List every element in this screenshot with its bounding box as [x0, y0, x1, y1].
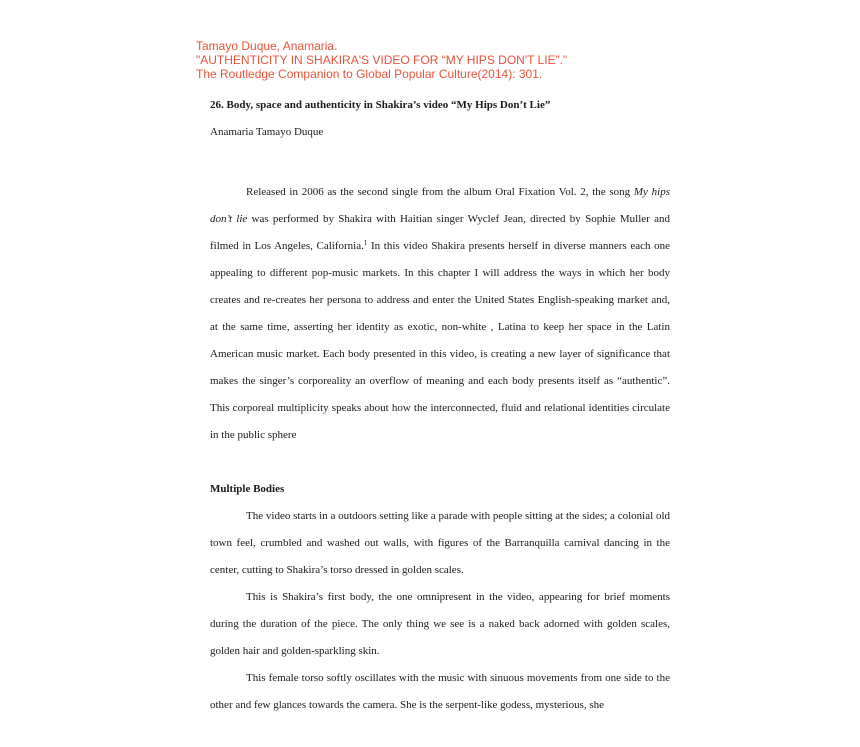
body-paragraph: This female torso softly oscillates with the music with sinuous movements from one side to the other and few glances towards the camera. She is the serpent-like godess, mysterious, she	[210, 672, 670, 711]
citation-author: Tamayo Duque, Anamaria.	[196, 39, 338, 53]
chapter-text	[210, 179, 670, 719]
document-body	[210, 98, 670, 719]
citation-source: The Routledge Companion to Global Popular Culture(2014): 301.	[196, 67, 543, 81]
citation-block	[196, 39, 567, 81]
footnote-marker[interactable]: 1	[363, 239, 368, 247]
body-paragraph: This is Shakira’s first body, the one omnipresent in the video, appearing for brief moments during the duration of the piece. The only thing we see is a naked back adorned with golden scales, golden hair and golden-sparkling skin.	[210, 591, 670, 657]
section-heading: Multiple Bodies	[210, 483, 285, 495]
intro-text-1: Released in 2006 as the second single from the album Oral Fixation Vol. 2, the song	[246, 186, 634, 198]
intro-paragraph	[210, 179, 670, 449]
body-paragraph: The video starts in a outdoors setting like a parade with people sitting at the sides; a colonial old town feel, crumbled and washed out walls, with figures of the Barranquilla carnival dancing in the center, cutting to Shakira’s torso dressed in golden scales.	[210, 510, 670, 576]
song-title: My hips don’t lie	[210, 186, 670, 225]
citation-title: "AUTHENTICITY IN SHAKIRA'S VIDEO FOR “MY HIPS DON'T LIE”."	[196, 53, 568, 67]
intro-text-2: was performed by Shakira with Haitian singer Wyclef Jean, directed by Sophie Muller and filmed in Los Angeles, California.	[210, 213, 670, 252]
chapter-title: 26. Body, space and authenticity in Shakira’s video “My Hips Don’t Lie”	[210, 99, 551, 111]
intro-text-3: In this video Shakira presents herself in diverse manners each one appealing to different pop-music markets. In this chapter I will address the ways in which her body creates and re-creates her persona to address and enter the United States English-speaking market and, at the same time, asserting her identity as exotic, non-white , Latina to keep her space in the Latin American music market. Each body presented in this video, is creating a new layer of significance that makes the singer’s corporeality an overflow of meaning and each body presents itself as “authentic”. This corporeal multiplicity speaks about how the interconnected, fluid and relational identities circulate in the public sphere	[210, 240, 670, 441]
chapter-author: Anamaria Tamayo Duque	[210, 126, 324, 138]
